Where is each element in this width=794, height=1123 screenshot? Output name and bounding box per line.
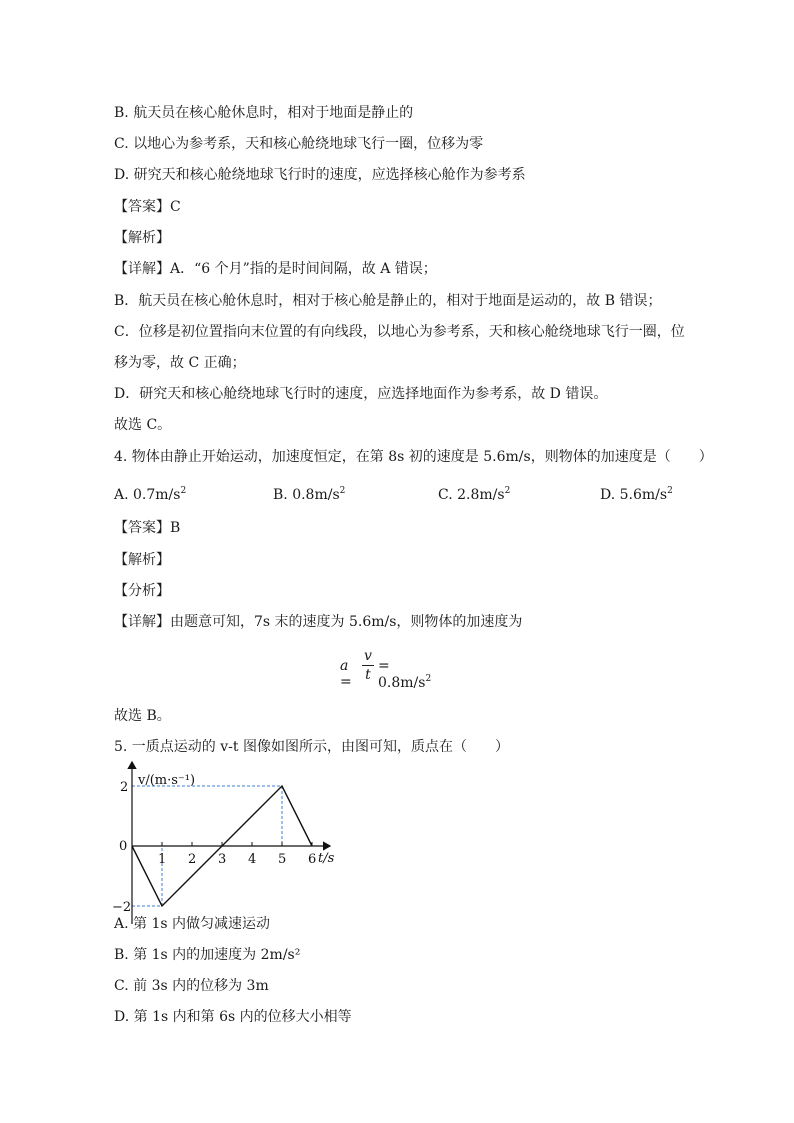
x-tick-label: 3 [218, 852, 227, 867]
q4-option-c: C. $2.8m/s^2$ [438, 486, 511, 503]
q3-option-c: C. 以地心为参考系，天和核心舱绕地球飞行一圈，位移为零 [114, 136, 484, 152]
q5-stem: 5. 一质点运动的 v-t 图像如图所示，由图可知，质点在（ ） [114, 739, 509, 755]
q3-detail-b: B．航天员在核心舱休息时，相对于核心舱是静止的，相对于地面是运动的，故 B 错误； [114, 293, 662, 309]
q5-option-d: D. 第 1s 内和第 6s 内的位移大小相等 [114, 1009, 352, 1025]
q3-detail-c2: 移为零，故 C 正确； [114, 355, 246, 371]
q3-answer: 【答案】C [114, 199, 181, 215]
q4-option-b: B. $0.8m/s^2$ [273, 486, 346, 503]
x-tick-label: 5 [278, 852, 287, 867]
x-axis-label: t/s [318, 851, 335, 866]
x-tick-label: 4 [248, 852, 257, 867]
vt-graph [108, 764, 368, 915]
q4-stem: 4. 物体由静止开始运动，加速度恒定，在第 8s 初的速度是 5.6m/s，则物体的加速度是（ ） [114, 449, 713, 465]
formula-fraction [362, 648, 374, 683]
q5-option-c: C. 前 3s 内的位移为 3m [114, 978, 269, 994]
q4-analysis-sub: 【分析】 [114, 583, 170, 599]
y-tick-label: 0 [119, 839, 128, 854]
formula-numerator: v [364, 648, 372, 664]
q4-option-a: A. $0.7m/s^2$ [114, 486, 187, 503]
q4-answer: 【答案】B [114, 520, 181, 536]
x-tick-label: 1 [158, 852, 167, 867]
x-tick-label: 6 [308, 852, 317, 867]
q4-detail: 【详解】由题意可知，7s 末的速度为 5.6m/s，则物体的加速度为 [114, 614, 523, 630]
x-tick-label: 2 [188, 852, 197, 867]
axis-ticks [112, 780, 316, 915]
q3-conclusion: 故选 C。 [114, 417, 172, 433]
q5-option-a: A. 第 1s 内做匀减速运动 [114, 916, 271, 932]
q3-detail-d: D．研究天和核心舱绕地球飞行时的速度，应选择地面作为参考系，故 D 错误。 [114, 386, 608, 402]
q3-detail-a: 【详解】A．“6 个月”指的是时间间隔，故 A 错误； [114, 261, 437, 277]
q3-option-b: B. 航天员在核心舱休息时，相对于地面是静止的 [114, 105, 414, 121]
q3-detail-c1: C．位移是初位置指向末位置的有向线段，以地心为参考系，天和核心舱绕地球飞行一圈，位 [114, 324, 685, 340]
q3-option-d: D. 研究天和核心舱绕地球飞行时的速度，应选择核心舱作为参考系 [114, 167, 526, 183]
formula-lhs: a = [340, 658, 352, 690]
formula-rhs: = $0.8m/s^2$ [378, 658, 432, 691]
formula-denominator: t [365, 667, 371, 683]
fraction-bar [362, 665, 374, 666]
q4-option-d: D. $5.6m/s^2$ [600, 486, 673, 503]
q3-analysis-label: 【解析】 [114, 230, 170, 246]
y-axis-label: v/(m·s⁻¹) [138, 773, 196, 788]
y-tick-label: 2 [120, 780, 129, 795]
q4-conclusion: 故选 B。 [114, 708, 171, 724]
q4-analysis-label: 【解析】 [114, 552, 170, 568]
y-tick-label: −2 [112, 900, 132, 915]
q5-option-b: B. 第 1s 内的加速度为 2m/s² [114, 947, 301, 963]
